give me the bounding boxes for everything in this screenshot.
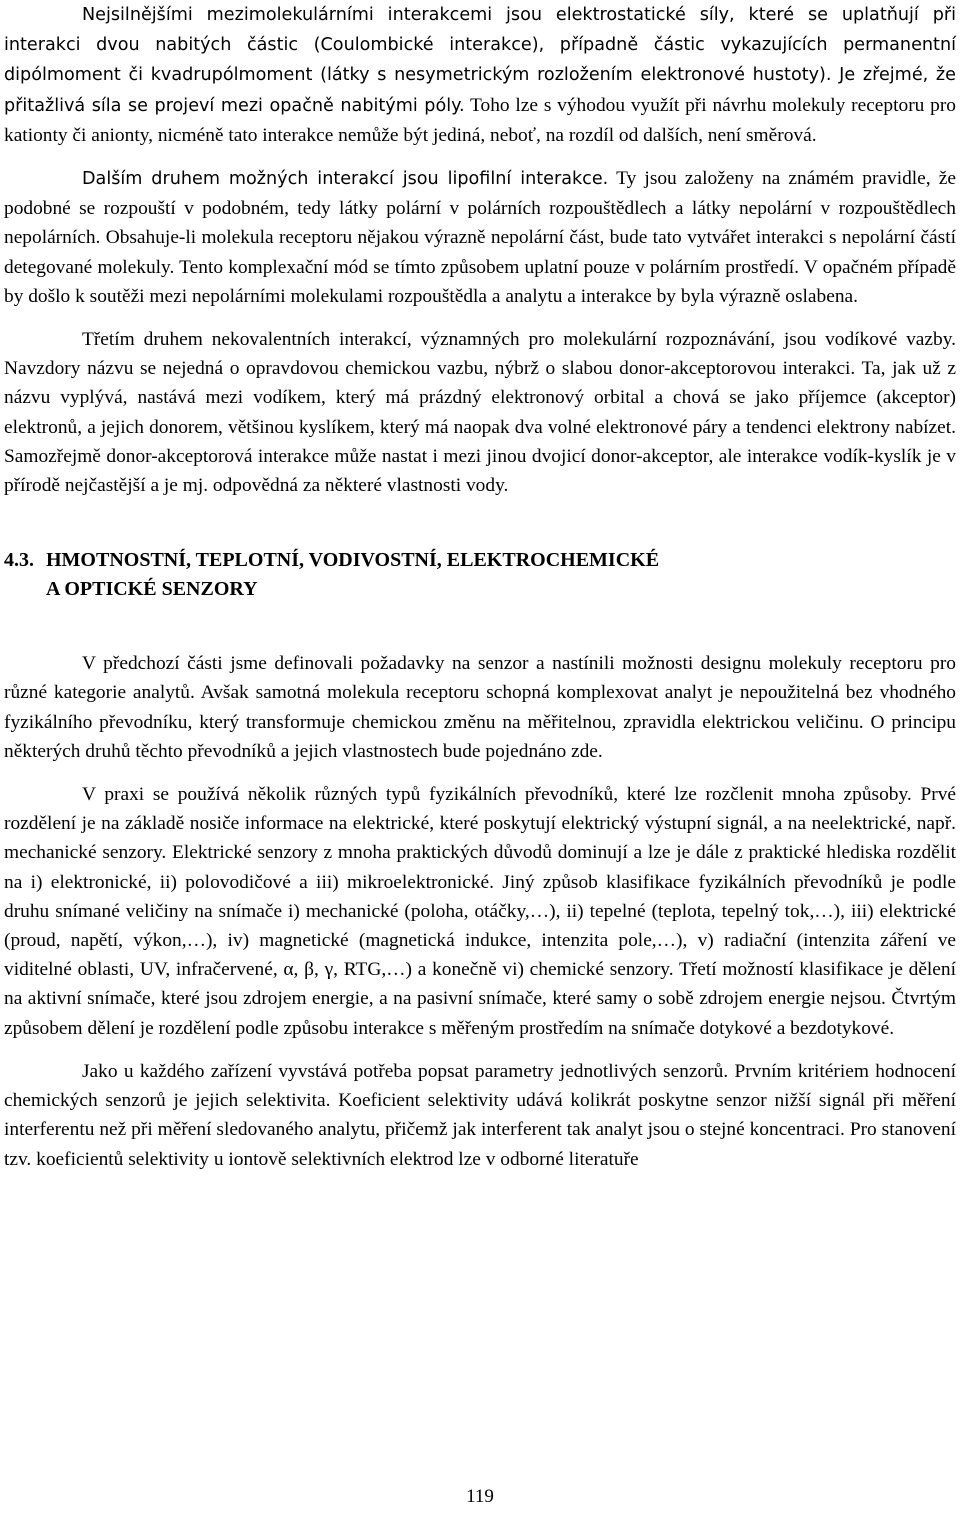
section-title-line2: A OPTICKÉ SENZORY	[46, 578, 258, 601]
document-page	[4, 0, 956, 1174]
paragraph-electrostatic-serif-text: Toho lze s výhodou využít při návrhu molekuly receptoru pro kationty či anionty, nicméně tato interakce nemůže být jediná, neboť, na rozdíl od dalších, není směrová.	[4, 94, 956, 146]
page-number: 119	[466, 1486, 494, 1507]
section-title-line1: HMOTNOSTNÍ, TEPLOTNÍ, VODIVOSTNÍ, ELEKTROCHEMICKÉ	[46, 549, 660, 572]
paragraph-transducer-classification: V praxi se používá několik různých typů fyzikálních převodníků, které lze rozčlenit mnoha způsoby. Prvé rozdělení je na základě nosiče informace na elektrické, které poskytují elektrický výstupní signál, a na neelektrické, např. mechanické senzory. Elektrické senzory z mnoha praktických důvodů dominují a lze je dále z praktické hlediska rozdělit na i) elektronické, ii) polovodičové a iii) mikroelektronické. Jiný způsob klasifikace fyzikálních převodníků je podle druhu snímané veličiny na snímače i) mechanické (poloha, otáčky,…), ii) tepelné (teplota, tepelný tok,…), iii) elektrické (proud, napětí, výkon,…), iv) magnetické (magnetická indukce, intenzita pole,…), v) radiační (intenzita záření ve viditelné oblasti, UV, infračervené, α, β, γ, RTG,…) a konečně vi) chemické senzory. Třetí možností klasifikace je dělení na aktivní snímače, které jsou zdrojem energie, a na pasivní snímače, které samy o sobě zdrojem energie nejsou. Čtvrtým způsobem dělení je rozdělení podle způsobu interakce s měřeným prostředím na snímače dotykové a bezdotykové.	[4, 784, 956, 1039]
paragraph-hydrogen-bonds: Třetím druhem nekovalentních interakcí, významných pro molekulární rozpoznávání, jsou vodíkové vazby. Navzdory názvu se nejedná o opravdovou chemickou vazbu, nýbrž o slabou donor-akceptorovou interakci. Ta, jak už z názvu vyplývá, nastává mezi vodíkem, který má prázdný elektronový orbital a chová se jako příjemce (akceptor) elektronů, a jejich donorem, většinou kyslíkem, který má naopak dva volné elektronové páry a tendenci elektrony nabízet. Samozřejmě donor-akceptorová interakce může nastat i mezi jinou dvojicí donor-akceptor, ale interakce vodík-kyslík je v přírodě nejčastější a je mj. odpovědná za některé vlastnosti vody.	[4, 329, 956, 497]
paragraph-electrostatic-sans-text: Nejsilnějšími mezimolekulárními interakcemi jsou elektrostatické síly, které se uplatňují při interakci dvou nabitých částic (Coulombické interakce), případně částic vykazujících permanentní dipólmoment či kvadrupólmoment (látky s nesymetrickým rozložením elektronové hustoty). Je zřejmé, že přitažlivá síla se projeví mezi opačně nabitými póly.	[4, 5, 956, 116]
paragraph-lipophilic-serif-text: Ty jsou založeny na známém pravidle, že podobné se rozpouští v podobném, tedy látky polární v polárních rozpouštědlech a látky nepolární v rozpouštědlech nepolárních. Obsahuje-li molekula receptoru nějakou výrazně nepolární část, bude tato vytvářet interakci s nepolární částí detegované molekuly. Tento komplexační mód se tímto způsobem uplatní pouze v polárním prostředí. V opačném případě by došlo k soutěži mezi nepolárními molekulami rozpouštědla a analytu a interakce by byla výrazně oslabena.	[4, 168, 957, 307]
paragraph-lipophilic	[4, 164, 956, 311]
section-number: 4.3.	[4, 549, 34, 572]
paragraph-transducers-intro: V předchozí části jsme definovali požadavky na senzor a nastínili možnosti designu molekuly receptoru pro různé kategorie analytů. Avšak samotná molekula receptoru schopná komplexovat analyt je nepoužitelná bez vhodného fyzikálního převodníku, který transformuje chemickou změnu na měřitelnou, zpravidla elektrickou veličinu. O principu některých druhů těchto převodníků a jejich vlastnostech bude pojednáno zde.	[4, 653, 956, 762]
paragraph-lipophilic-sans-text: Dalším druhem možných interakcí jsou lipofilní interakce.	[82, 169, 609, 190]
section-heading	[4, 546, 956, 604]
paragraph-electrostatic	[4, 0, 956, 150]
paragraph-selectivity: Jako u každého zařízení vyvstává potřeba popsat parametry jednotlivých senzorů. Prvním kritériem hodnocení chemických senzorů je jejich selektivita. Koeficient selektivity udává kolikrát poskytne senzor nižší signál při měření interferentu než při měření sledovaného analytu, přičemž jak interferent tak analyt jsou o stejné koncentraci. Pro stanovení tzv. koeficientů selektivity u iontově selektivních elektrod lze v odborné literatuře	[4, 1060, 956, 1170]
